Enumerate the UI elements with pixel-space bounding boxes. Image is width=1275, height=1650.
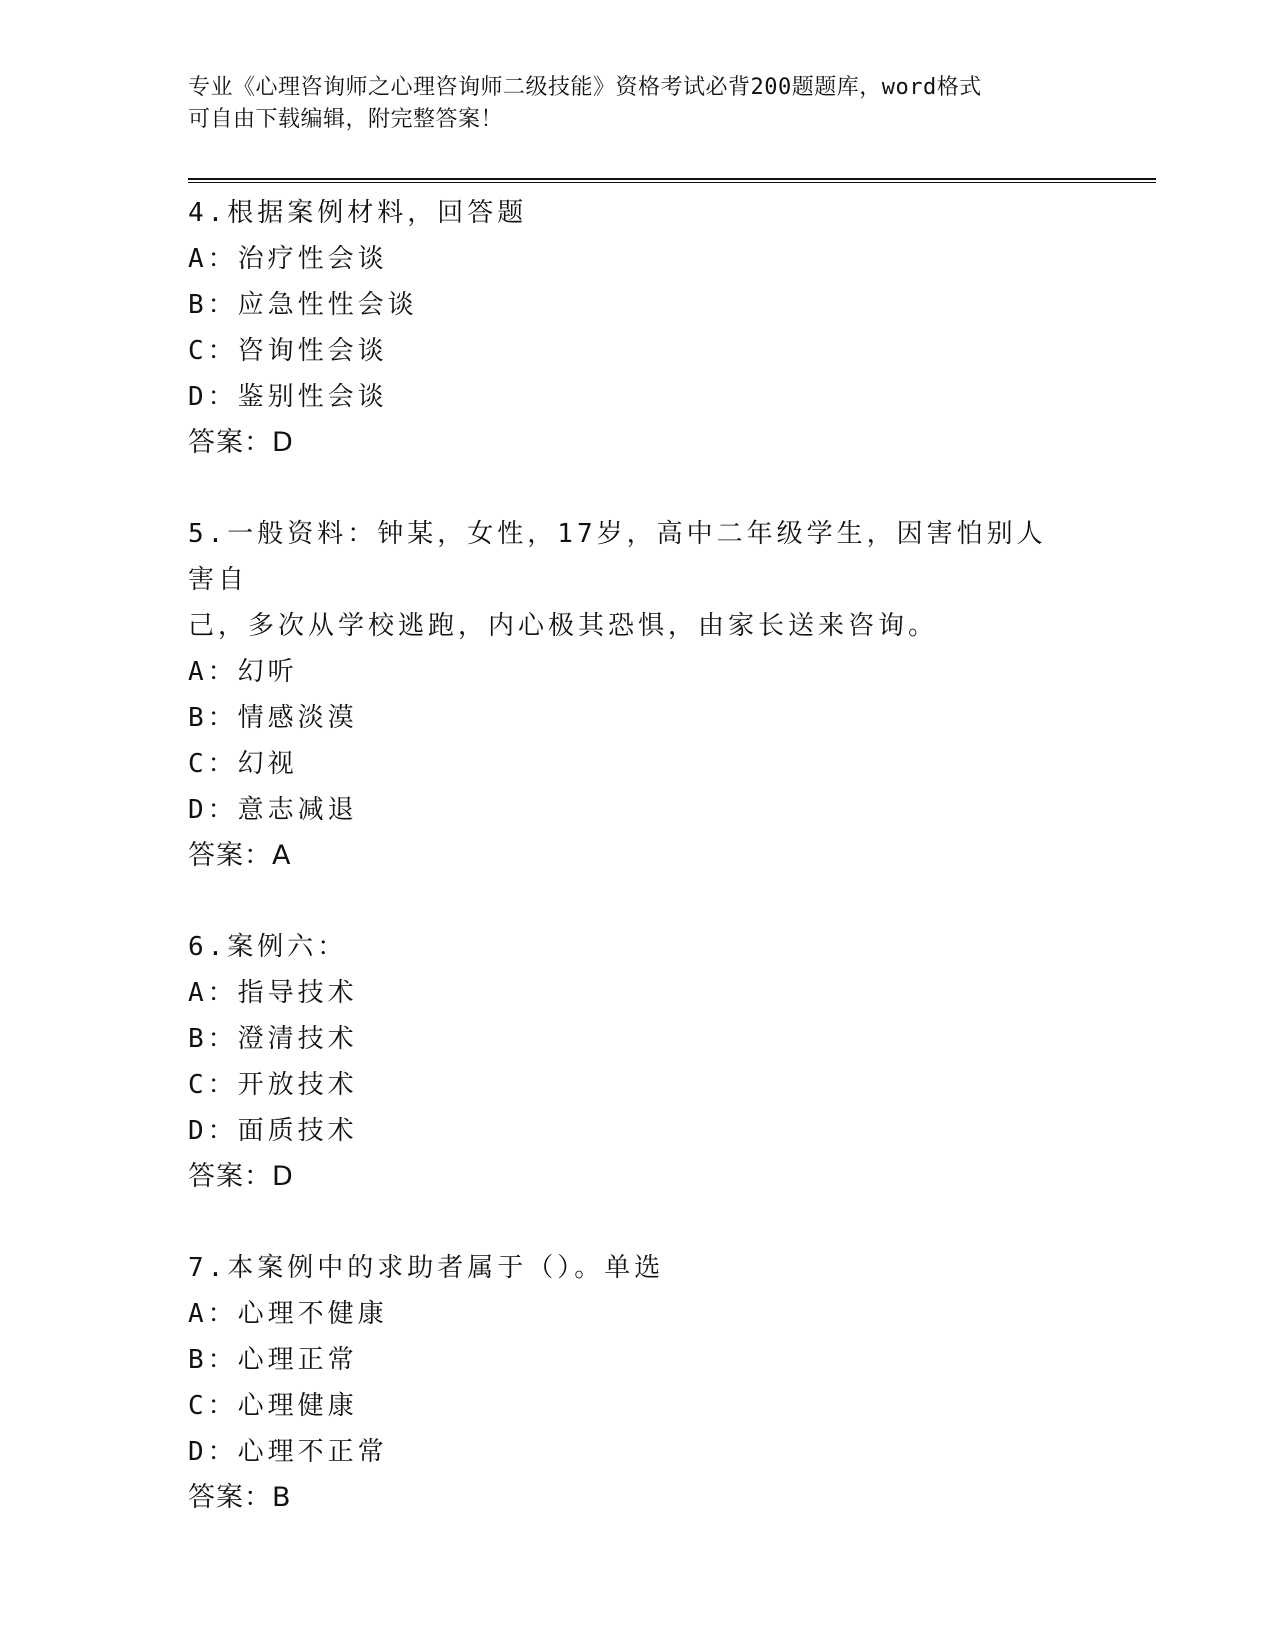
option-b: B：心理正常: [188, 1345, 358, 1375]
option-c: C：咨询性会谈: [188, 336, 388, 366]
question-list: [188, 190, 1088, 1566]
question-stem: 4.根据案例材料，回答题: [188, 198, 528, 228]
document-header: [188, 72, 1068, 136]
question-4: [188, 190, 1088, 466]
option-b: B：情感淡漠: [188, 703, 358, 733]
question-stem: 5.一般资料：钟某，女性，17岁，高中二年级学生，因害怕别人害自: [188, 519, 1047, 595]
answer-line: 答案：A: [188, 840, 292, 871]
option-b: B：应急性性会谈: [188, 290, 418, 320]
option-a: A：幻听: [188, 657, 298, 687]
question-stem: 7.本案例中的求助者属于（）。单选: [188, 1253, 665, 1283]
option-d: D：面质技术: [188, 1116, 358, 1146]
option-c: C：幻视: [188, 749, 298, 779]
question-stem: 6.案例六：: [188, 932, 348, 962]
option-c: C：开放技术: [188, 1070, 358, 1100]
option-a: A：心理不健康: [188, 1299, 388, 1329]
option-d: D：心理不正常: [188, 1437, 388, 1467]
header-line-1: 专业《心理咨询师之心理咨询师二级技能》资格考试必背200题题库，word格式: [188, 75, 982, 100]
option-c: C：心理健康: [188, 1391, 358, 1421]
option-d: D：鉴别性会谈: [188, 382, 388, 412]
answer-line: 答案：D: [188, 427, 294, 458]
option-b: B：澄清技术: [188, 1024, 358, 1054]
option-a: A：治疗性会谈: [188, 244, 388, 274]
question-6: [188, 924, 1088, 1200]
option-a: A：指导技术: [188, 978, 358, 1008]
header-divider: [188, 178, 1156, 183]
header-line-2: 可自由下载编辑，附完整答案！: [188, 107, 504, 132]
answer-line: 答案：D: [188, 1161, 294, 1192]
question-5: [188, 511, 1088, 879]
question-7: [188, 1245, 1088, 1521]
option-d: D：意志减退: [188, 795, 358, 825]
answer-line: 答案：B: [188, 1482, 292, 1513]
question-stem-continued: 己，多次从学校逃跑，内心极其恐惧，由家长送来咨询。: [188, 611, 939, 641]
